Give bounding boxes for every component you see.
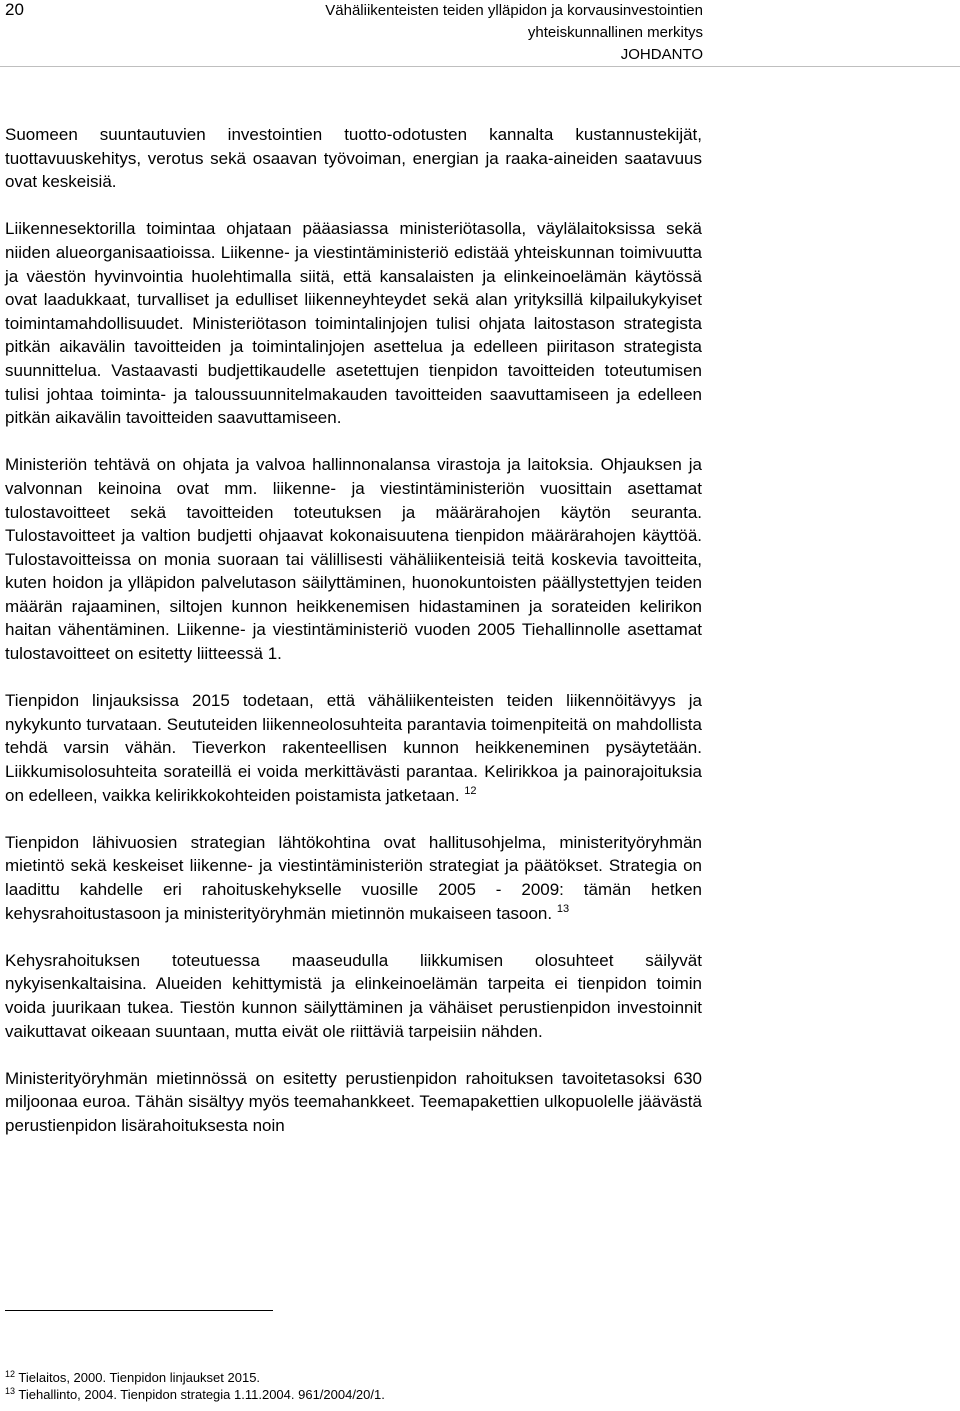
footnote-divider <box>5 1310 273 1311</box>
paragraph-text: Suomeen suuntautuvien investointien tuotto-odotusten kannalta kustannustekijät, tuottavuuskehitys, verotus sekä osaavan työvoiman, energian ja raaka-aineiden saatavuus ovat keskeisiä. <box>5 125 702 192</box>
body-text <box>5 123 702 1161</box>
paragraph <box>5 453 702 665</box>
footnote-text: Tielaitos, 2000. Tienpidon linjaukset 2015. <box>18 1370 261 1385</box>
footnote-reference[interactable]: 12 <box>464 784 477 797</box>
page-number: 20 <box>5 0 24 19</box>
paragraph <box>5 217 702 429</box>
paragraph-text: Tienpidon lähivuosien strategian lähtökohtina ovat hallitusohjelma, ministerityöryhmän mietintö sekä keskeiset liikenne- ja viestintäministeriön strategiat ja päätökset. Strategia on laadittu kahdelle eri rahoituskehykselle vuosille 2005 - 2009: tämän hetken kehysrahoitustasoon ja ministerityöryhmän mietinnön mukaiseen tasoon. <box>5 832 702 923</box>
paragraph <box>5 689 702 807</box>
paragraph-text: Tienpidon linjauksissa 2015 todetaan, että vähäliikenteisten teiden liikennöitävyys ja nykykunto turvataan. Seututeiden liikenneolosuhteita parantavia toimenpiteitä on mahdollista tehdä varsin vähän. Tieverkon rakenteellisen kunnon heikkeneminen pysäytetään. Liikkumisolosuhteita sorateillä ei voida merkittävästi parantaa. Kelirikkoa ja painorajoituksia on edelleen, vaikka kelirikkokohteiden poistamista jatketaan. <box>5 691 702 805</box>
footnote <box>5 1369 705 1386</box>
footnote-number: 12 <box>5 1369 16 1379</box>
footnote-reference[interactable]: 13 <box>556 902 570 915</box>
running-header <box>325 0 703 66</box>
footnote-text: Tiehallinto, 2004. Tienpidon strategia 1.11.2004. 961/2004/20/1. <box>18 1387 385 1402</box>
paragraph <box>5 1067 702 1138</box>
paragraph-text: Liikennesektorilla toimintaa ohjataan pääasiassa ministeriötasolla, väylälaitoksissa sekä niiden alueorganisaatioissa. Liikenne- ja viestintäministeriö edistää yhteiskunnan toimivuutta ja väestön hyvinvointia huolehtimalla siitä, että kansalaisten ja elinkeinoelämän käytössä ovat laadukkaat, turvalliset ja edulliset liikenneyhteydet sekä alan yrityksillä kilpailukykyiset toimintamahdollisuudet. Ministeriötason toimintalinjojen tulisi ohjata laitostason strategista pitkän aikavälin tavoitteiden ja toimintalinjojen asettelua ja edelleen piiritason strategista suunnittelua. Vastaavasti budjettikaudelle asetettujen tienpidon tavoitteiden toteutumisen tulisi johtaa toiminta- ja taloussuunnitelmakauden tavoitteiden saavuttamiseen ja edelleen pitkän aikavälin tavoitteiden saavuttamiseen. <box>5 219 702 428</box>
paragraph <box>5 831 702 925</box>
footnotes <box>5 1369 705 1403</box>
paragraph-text: Ministerityöryhmän mietinnössä on esitetty perustienpidon rahoituksen tavoitetasoksi 630 miljoonaa euroa. Tähän sisältyy myös teemahankkeet. Teemapakettien ulkopuolelle jäävästä perustienpidon lisärahoituksesta noin <box>5 1068 702 1135</box>
header-title-line-1: Vähäliikenteisten teiden ylläpidon ja korvausinvestointien <box>325 2 703 19</box>
footnote-number: 13 <box>5 1386 16 1396</box>
paragraph-text: Kehysrahoituksen toteutuessa maaseudulla liikkumisen olosuhteet säilyvät nykyisenkaltaisina. Alueiden kehittymistä ja elinkeinoelämän tarpeita ei tienpidon toimin voida juurikaan tukea. Tiestön kunnon säilyttäminen ja vähäiset perustienpidon investoinnit vaikuttavat oikeaan suuntaan, mutta eivät ole riittäviä tarpeisiin nähden. <box>5 950 702 1041</box>
paragraph-text: Ministeriön tehtävä on ohjata ja valvoa hallinnonalansa virastoja ja laitoksia. Ohjauksen ja valvonnan keinoina ovat mm. liikenne- ja viestintäministeriön vuosittain asettamat tulostavoitteet sekä tavoitteiden toteutuksen ja määrärahojen käytön seuranta. Tulostavoitteet ja valtion budjetti ohjaavat kokonaisuutena tienpidon määrärahojen käyttöä. Tulostavoitteissa on monia suoraan tai välillisesti vähäliikenteisiä teitä koskevia tavoitteita, kuten hoidon ja ylläpidon palvelutason säilyttäminen, huonokuntoisten päällystettyjen teiden määrän rajaaminen, siltojen kunnon heikkenemisen hidastaminen ja sorateiden kelirikon haitan vähentäminen. Liikenne- ja viestintäministeriö vuoden 2005 Tiehallinnolle asettamat tulostavoitteet on esitetty liitteessä 1. <box>5 455 702 664</box>
header-title-line-2: yhteiskunnallinen merkitys <box>527 24 703 41</box>
header-divider <box>0 66 960 67</box>
paragraph <box>5 949 702 1043</box>
paragraph <box>5 123 702 194</box>
footnote <box>5 1386 705 1403</box>
header-section: JOHDANTO <box>620 46 703 63</box>
